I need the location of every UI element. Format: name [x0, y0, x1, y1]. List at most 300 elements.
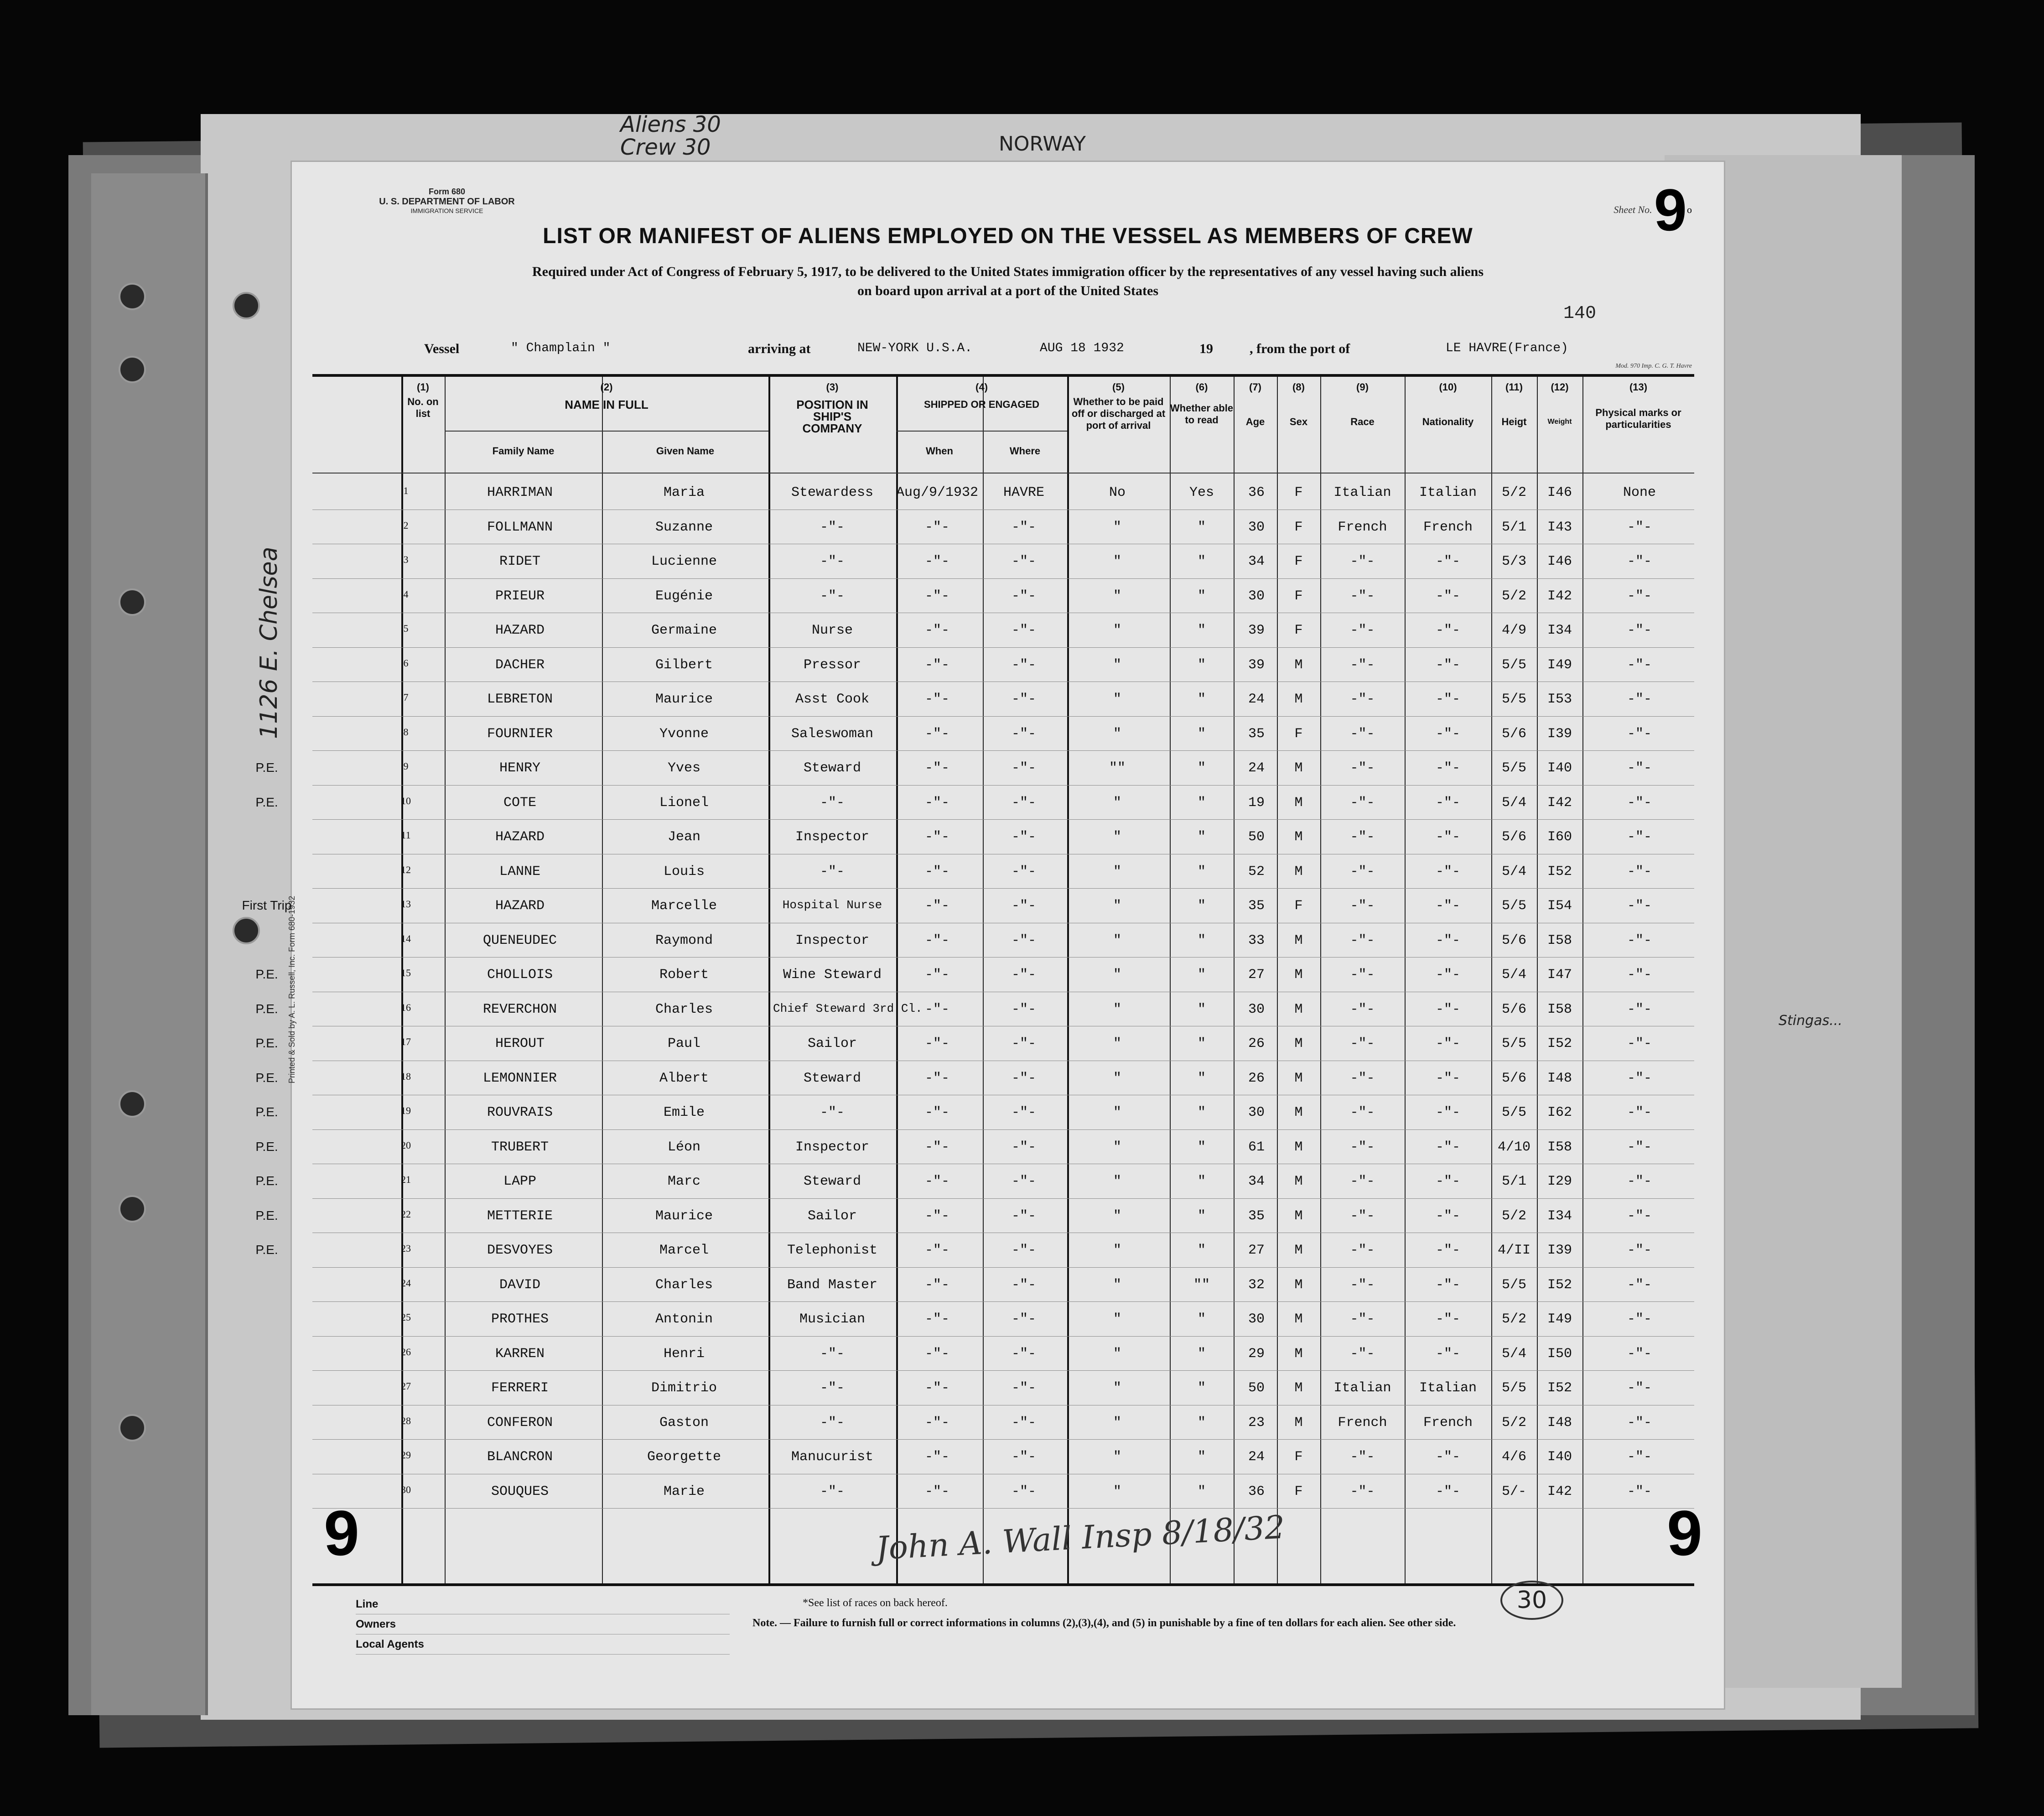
cell-shipped-where: -"- [1011, 1036, 1036, 1051]
cell-race: -"- [1350, 1208, 1375, 1224]
cell-height: 5/5 [1501, 760, 1526, 776]
cell-weight: I39 [1547, 1243, 1572, 1258]
cell-able-to-read: " [1197, 795, 1206, 811]
subtitle-line-2: on board upon arrival at a port of the United States [857, 283, 1158, 298]
cell-age: 35 [1248, 898, 1265, 914]
subtitle-line-1: Required under Act of Congress of February 5, 1917, to be delivered to the United States immigration officer by the representatives of any vessel having such aliens [532, 264, 1484, 279]
cell-given-name: Albert [659, 1070, 709, 1086]
cell-able-to-read: Yes [1189, 485, 1214, 500]
cell-note: P.E. [255, 1208, 278, 1223]
cell-physical-marks: -"- [1627, 760, 1652, 776]
cell-position: Asst Cook [795, 692, 870, 707]
cell-given-name: Lionel [659, 795, 709, 811]
cell-position: Nurse [811, 623, 853, 638]
cell-shipped-where: -"- [1011, 1483, 1036, 1499]
cell-note: P.E. [255, 795, 278, 809]
cell-shipped-where: -"- [1011, 1311, 1036, 1327]
cell-shipped-when: -"- [924, 1208, 949, 1224]
cell-race: -"- [1350, 657, 1375, 673]
cell-weight: I42 [1547, 795, 1572, 811]
cell-shipped-where: -"- [1011, 1208, 1036, 1224]
cell-paid-off: " [1113, 932, 1121, 948]
cell-physical-marks: -"- [1627, 726, 1652, 742]
cell-row-number: 24 [401, 1277, 411, 1289]
cell-nationality: -"- [1435, 932, 1460, 948]
cell-sex: F [1294, 623, 1303, 638]
cell-physical-marks: -"- [1627, 623, 1652, 638]
cell-weight: I58 [1547, 932, 1572, 948]
col-read-header: (6) Whether able to read [1170, 381, 1234, 426]
cell-shipped-when: -"- [924, 932, 949, 948]
margin-note-crew: Crew 30 [620, 135, 711, 160]
cell-position: Inspector [795, 932, 870, 948]
cell-race: -"- [1350, 1139, 1375, 1155]
cell-family-name: HAZARD [495, 623, 545, 638]
cell-position: Band Master [787, 1277, 878, 1293]
cell-nationality: -"- [1435, 1483, 1460, 1499]
cell-sex: M [1294, 967, 1303, 983]
table-row [255, 1129, 1694, 1164]
cell-paid-off: " [1113, 795, 1121, 811]
cell-nationality: -"- [1435, 588, 1460, 604]
cell-age: 35 [1248, 726, 1265, 742]
cell-paid-off: " [1113, 1311, 1121, 1327]
cell-position: Inspector [795, 1139, 870, 1155]
col-physical-header: (13) Physical marks or particularities [1595, 381, 1681, 430]
cell-race: -"- [1350, 1070, 1375, 1086]
cell-able-to-read: " [1197, 1311, 1206, 1327]
cell-weight: I52 [1547, 1036, 1572, 1051]
cell-able-to-read: " [1197, 519, 1206, 535]
inspector-signature: John A. Wall Insp 8/18/32 [875, 1508, 1286, 1567]
cell-physical-marks: -"- [1627, 898, 1652, 914]
cell-given-name: Yves [667, 760, 700, 776]
cell-physical-marks: None [1623, 485, 1656, 500]
cell-nationality: -"- [1435, 795, 1460, 811]
cell-weight: I48 [1547, 1070, 1572, 1086]
cell-shipped-where: -"- [1011, 1105, 1036, 1120]
cell-nationality: Italian [1419, 485, 1477, 500]
cell-race: -"- [1350, 760, 1375, 776]
cell-race: -"- [1350, 1001, 1375, 1017]
table-row [312, 1267, 1694, 1301]
cell-height: 5/6 [1501, 1001, 1526, 1017]
cell-able-to-read: " [1197, 1380, 1206, 1396]
cell-sex: M [1294, 760, 1303, 776]
cell-nationality: -"- [1435, 829, 1460, 845]
service-name: IMMIGRATION SERVICE [410, 207, 483, 214]
cell-row-number: 2 [403, 519, 409, 531]
cell-family-name: PROTHES [491, 1311, 549, 1327]
cell-given-name: Jean [667, 829, 700, 845]
cell-shipped-where: -"- [1011, 1070, 1036, 1086]
cell-nationality: -"- [1435, 1001, 1460, 1017]
col-paid-header: (5) Whether to be paid off or discharged at port of arrival [1071, 381, 1166, 431]
cell-height: 5/4 [1501, 864, 1526, 879]
cell-shipped-when: -"- [924, 1311, 949, 1327]
cell-shipped-where: -"- [1011, 932, 1036, 948]
cell-note: P.E. [255, 1001, 278, 1016]
table-row [312, 1474, 1694, 1508]
cell-weight: I46 [1547, 485, 1572, 500]
table-row [312, 475, 1694, 509]
table-row [242, 888, 1694, 922]
cell-position: -"- [820, 1105, 845, 1120]
arrival-port: NEW-YORK U.S.A. [857, 341, 973, 355]
cell-given-name: Maurice [655, 692, 713, 707]
cell-shipped-when: -"- [924, 1380, 949, 1396]
cell-family-name: RIDET [499, 554, 540, 569]
cell-paid-off: " [1113, 1001, 1121, 1017]
cell-able-to-read: " [1197, 657, 1206, 673]
cell-race: Italian [1333, 485, 1391, 500]
footer-owners: Owners [356, 1614, 730, 1634]
cell-paid-off: "" [1109, 760, 1126, 776]
cell-able-to-read: " [1197, 1036, 1206, 1051]
col-sex-header: (8) Sex [1289, 381, 1308, 427]
col-given-header: Given Name [656, 445, 715, 457]
cell-sex: M [1294, 1346, 1303, 1362]
cell-shipped-when: -"- [924, 588, 949, 604]
cell-shipped-where: -"- [1011, 864, 1036, 879]
cell-given-name: Eugénie [655, 588, 713, 604]
cell-shipped-when: -"- [924, 1001, 949, 1017]
cell-weight: I43 [1547, 519, 1572, 535]
cell-physical-marks: -"- [1627, 1415, 1652, 1431]
cell-height: 5/5 [1501, 1105, 1526, 1120]
cell-note: P.E. [255, 1243, 278, 1257]
cell-nationality: French [1423, 519, 1473, 535]
cell-race: -"- [1350, 1277, 1375, 1293]
cell-note: P.E. [255, 760, 278, 775]
cell-weight: I58 [1547, 1001, 1572, 1017]
col-race-header: (9) Race [1350, 381, 1375, 427]
vessel-label: Vessel [424, 341, 460, 356]
cell-row-number: 17 [401, 1036, 411, 1047]
table-row [312, 1405, 1694, 1439]
cell-row-number: 21 [401, 1174, 411, 1185]
col-nationality-header: (10) Nationality [1422, 381, 1474, 427]
cell-height: 5/6 [1501, 829, 1526, 845]
cell-row-number: 26 [401, 1346, 411, 1358]
cell-sex: M [1294, 1415, 1303, 1431]
footer-line: Line [356, 1594, 730, 1614]
cell-height: 5/2 [1501, 1415, 1526, 1431]
cell-sex: M [1294, 657, 1303, 673]
cell-paid-off: " [1113, 692, 1121, 707]
cell-given-name: Gilbert [655, 657, 713, 673]
cell-family-name: LANNE [499, 864, 540, 879]
cell-weight: I50 [1547, 1346, 1572, 1362]
department-name: U. S. DEPARTMENT OF LABOR [379, 197, 515, 207]
cell-given-name: Gaston [659, 1415, 709, 1431]
cell-able-to-read: " [1197, 760, 1206, 776]
col-weight-header: (12) Weight [1547, 381, 1572, 426]
cell-paid-off: " [1113, 1105, 1121, 1120]
cell-able-to-read: " [1197, 1346, 1206, 1362]
cell-height: 5/2 [1501, 1208, 1526, 1224]
cell-race: -"- [1350, 692, 1375, 707]
cell-age: 24 [1248, 760, 1265, 776]
cell-weight: I52 [1547, 864, 1572, 879]
cell-shipped-when: -"- [924, 657, 949, 673]
cell-height: 5/5 [1501, 692, 1526, 707]
col-age-header: (7) Age [1245, 381, 1265, 427]
cell-sex: M [1294, 795, 1303, 811]
cell-weight: I42 [1547, 588, 1572, 604]
cell-age: 32 [1248, 1277, 1265, 1293]
cell-shipped-where: -"- [1011, 1346, 1036, 1362]
cell-height: 5/4 [1501, 967, 1526, 983]
cell-physical-marks: -"- [1627, 1277, 1652, 1293]
cell-age: 50 [1248, 829, 1265, 845]
table-row [255, 750, 1694, 785]
cell-sex: F [1294, 1483, 1303, 1499]
cell-family-name: ROUVRAIS [487, 1105, 553, 1120]
cell-sex: M [1294, 1139, 1303, 1155]
cell-physical-marks: -"- [1627, 657, 1652, 673]
cell-shipped-when: -"- [924, 864, 949, 879]
cell-shipped-when: -"- [924, 967, 949, 983]
cell-family-name: SOUQUES [491, 1483, 549, 1499]
cell-sex: M [1294, 1243, 1303, 1258]
cell-paid-off: " [1113, 657, 1121, 673]
cell-position: Steward [803, 1174, 861, 1189]
cell-height: 4/10 [1497, 1139, 1530, 1155]
margin-note-right: Stingas... [1779, 1013, 1842, 1029]
cell-physical-marks: -"- [1627, 1036, 1652, 1051]
cell-physical-marks: -"- [1627, 1070, 1652, 1086]
cell-able-to-read: " [1197, 864, 1206, 879]
cell-family-name: FOURNIER [487, 726, 553, 742]
cell-shipped-when: -"- [924, 692, 949, 707]
cell-nationality: -"- [1435, 1105, 1460, 1120]
cell-weight: I52 [1547, 1277, 1572, 1293]
cell-shipped-where: -"- [1011, 519, 1036, 535]
cell-given-name: Suzanne [655, 519, 713, 535]
cell-note: P.E. [255, 1174, 278, 1188]
cell-family-name: HENRY [499, 760, 540, 776]
cell-family-name: FOLLMANN [487, 519, 553, 535]
cell-family-name: LEMONNIER [482, 1070, 557, 1086]
cell-age: 34 [1248, 1174, 1265, 1189]
cell-height: 5/5 [1501, 657, 1526, 673]
cell-paid-off: " [1113, 829, 1121, 845]
cell-nationality: -"- [1435, 1139, 1460, 1155]
cell-family-name: FERRERI [491, 1380, 549, 1396]
cell-row-number: 20 [401, 1139, 411, 1151]
cell-given-name: Léon [667, 1139, 700, 1155]
cell-shipped-when: -"- [924, 1449, 949, 1465]
cell-height: 5/5 [1501, 898, 1526, 914]
cell-nationality: -"- [1435, 1036, 1460, 1051]
table-row [255, 1164, 1694, 1198]
cell-paid-off: " [1113, 1070, 1121, 1086]
cell-height: 4/6 [1501, 1449, 1526, 1465]
cell-shipped-when: -"- [924, 1277, 949, 1293]
cell-family-name: KARREN [495, 1346, 545, 1362]
cell-nationality: -"- [1435, 1277, 1460, 1293]
cell-race: -"- [1350, 967, 1375, 983]
cell-nationality: -"- [1435, 657, 1460, 673]
cell-weight: I47 [1547, 967, 1572, 983]
cell-shipped-when: -"- [924, 1346, 949, 1362]
cell-nationality: -"- [1435, 1208, 1460, 1224]
arriving-label: arriving at [748, 341, 811, 356]
cell-family-name: HEROUT [495, 1036, 545, 1051]
cell-given-name: Paul [667, 1036, 700, 1051]
arrival-date-stamp: AUG 18 1932 [1040, 341, 1124, 355]
cell-nationality: -"- [1435, 1174, 1460, 1189]
cell-physical-marks: -"- [1627, 519, 1652, 535]
cell-row-number: 28 [401, 1415, 411, 1426]
cell-nationality: -"- [1435, 760, 1460, 776]
cell-race: -"- [1350, 1105, 1375, 1120]
table-row [312, 854, 1694, 888]
cell-age: 61 [1248, 1139, 1265, 1155]
cell-sex: M [1294, 1277, 1303, 1293]
table-row [312, 819, 1694, 853]
cell-row-number: 12 [401, 864, 411, 875]
punch-hole [233, 292, 260, 319]
cell-physical-marks: -"- [1627, 795, 1652, 811]
cell-able-to-read: " [1197, 1243, 1206, 1258]
cell-shipped-when: -"- [924, 1105, 949, 1120]
cell-height: 4/II [1497, 1243, 1530, 1258]
cell-position: -"- [820, 1380, 845, 1396]
cell-sex: M [1294, 1174, 1303, 1189]
cell-height: 5/- [1501, 1483, 1526, 1499]
cell-position: Stewardess [791, 485, 874, 500]
cell-age: 36 [1248, 1483, 1265, 1499]
cell-shipped-when: -"- [924, 1415, 949, 1431]
cell-height: 5/6 [1501, 1070, 1526, 1086]
manifest-title: LIST OR MANIFEST OF ALIENS EMPLOYED ON THE VESSEL AS MEMBERS OF CREW [543, 224, 1473, 248]
cell-sex: F [1294, 898, 1303, 914]
cell-given-name: Marcel [659, 1243, 709, 1258]
cell-given-name: Maurice [655, 1208, 713, 1224]
cell-race: -"- [1350, 1346, 1375, 1362]
cell-row-number: 14 [401, 932, 411, 944]
cell-race: French [1338, 519, 1387, 535]
table-row [312, 1439, 1694, 1473]
cell-position: Steward [803, 760, 861, 776]
cell-position: Musician [799, 1311, 866, 1327]
cell-row-number: 11 [401, 829, 411, 841]
cell-shipped-where: -"- [1011, 898, 1036, 914]
form-footer [292, 1585, 1724, 1676]
cell-paid-off: " [1113, 1346, 1121, 1362]
col-name-header: (2) NAME IN FULL [565, 381, 648, 411]
punch-hole [233, 917, 260, 944]
sheet-stamp-left: 9 [324, 1497, 359, 1569]
cell-shipped-where: -"- [1011, 795, 1036, 811]
cell-race: Italian [1333, 1380, 1391, 1396]
cell-weight: I49 [1547, 657, 1572, 673]
col-family-header: Family Name [492, 445, 555, 457]
cell-row-number: 13 [401, 898, 411, 910]
cell-race: -"- [1350, 1036, 1375, 1051]
cell-row-number: 19 [401, 1105, 411, 1116]
cell-row-number: 6 [403, 657, 409, 669]
cell-weight: I48 [1547, 1415, 1572, 1431]
table-row [312, 613, 1694, 647]
cell-position: Pressor [803, 657, 861, 673]
cell-family-name: REVERCHON [482, 1001, 557, 1017]
cell-note: P.E. [255, 1139, 278, 1154]
races-note: *See list of races on back hereof. [803, 1597, 948, 1609]
cell-position: -"- [820, 1415, 845, 1431]
cell-physical-marks: -"- [1627, 932, 1652, 948]
cell-age: 24 [1248, 692, 1265, 707]
cell-paid-off: " [1113, 1208, 1121, 1224]
cell-weight: I40 [1547, 760, 1572, 776]
vessel-name: " Champlain " [511, 341, 611, 355]
cell-sex: M [1294, 1311, 1303, 1327]
cell-row-number: 3 [403, 554, 409, 565]
cell-age: 30 [1248, 588, 1265, 604]
cell-age: 30 [1248, 1001, 1265, 1017]
cell-row-number: 8 [403, 726, 409, 738]
cell-nationality: -"- [1435, 1346, 1460, 1362]
cell-shipped-where: -"- [1011, 726, 1036, 742]
cell-shipped-when: -"- [924, 1243, 949, 1258]
cell-sex: F [1294, 1449, 1303, 1465]
table-row [312, 647, 1694, 682]
cell-weight: I60 [1547, 829, 1572, 845]
cell-race: -"- [1350, 1311, 1375, 1327]
cell-shipped-where: -"- [1011, 1277, 1036, 1293]
page-count: 140 [1563, 303, 1596, 324]
cell-shipped-when: -"- [924, 1036, 949, 1051]
cell-given-name: Charles [655, 1001, 713, 1017]
form-number: Form 680 [428, 187, 466, 196]
cell-paid-off: " [1113, 1277, 1121, 1293]
cell-weight: I34 [1547, 1208, 1572, 1224]
cell-race: -"- [1350, 1449, 1375, 1465]
cell-note: P.E. [255, 1070, 278, 1085]
cell-position: Sailor [807, 1036, 857, 1051]
cell-able-to-read: " [1197, 1449, 1206, 1465]
cell-race: French [1338, 1415, 1387, 1431]
printer-mod-line: Mod. 970 Imp. C. G. T. Havre [1615, 363, 1692, 369]
cell-shipped-where: -"- [1011, 1139, 1036, 1155]
cell-given-name: Germaine [651, 623, 717, 638]
cell-sex: F [1294, 554, 1303, 569]
cell-age: 35 [1248, 1208, 1265, 1224]
cell-row-number: 4 [403, 588, 409, 600]
cell-position: -"- [820, 1483, 845, 1499]
cell-able-to-read: " [1197, 967, 1206, 983]
cell-weight: I62 [1547, 1105, 1572, 1120]
cell-position: Telephonist [787, 1243, 878, 1258]
table-row [255, 957, 1694, 991]
cell-shipped-when: -"- [924, 1174, 949, 1189]
cell-position: Sailor [807, 1208, 857, 1224]
cell-position: -"- [820, 1346, 845, 1362]
cell-age: 26 [1248, 1070, 1265, 1086]
cell-age: 36 [1248, 485, 1265, 500]
cell-paid-off: " [1113, 1449, 1121, 1465]
cell-paid-off: " [1113, 1415, 1121, 1431]
cell-able-to-read: " [1197, 554, 1206, 569]
cell-row-number: 7 [403, 692, 409, 703]
cell-race: -"- [1350, 932, 1375, 948]
cell-family-name: HAZARD [495, 898, 545, 914]
table-row [255, 785, 1694, 819]
cell-sex: M [1294, 1208, 1303, 1224]
cell-weight: I52 [1547, 1380, 1572, 1396]
